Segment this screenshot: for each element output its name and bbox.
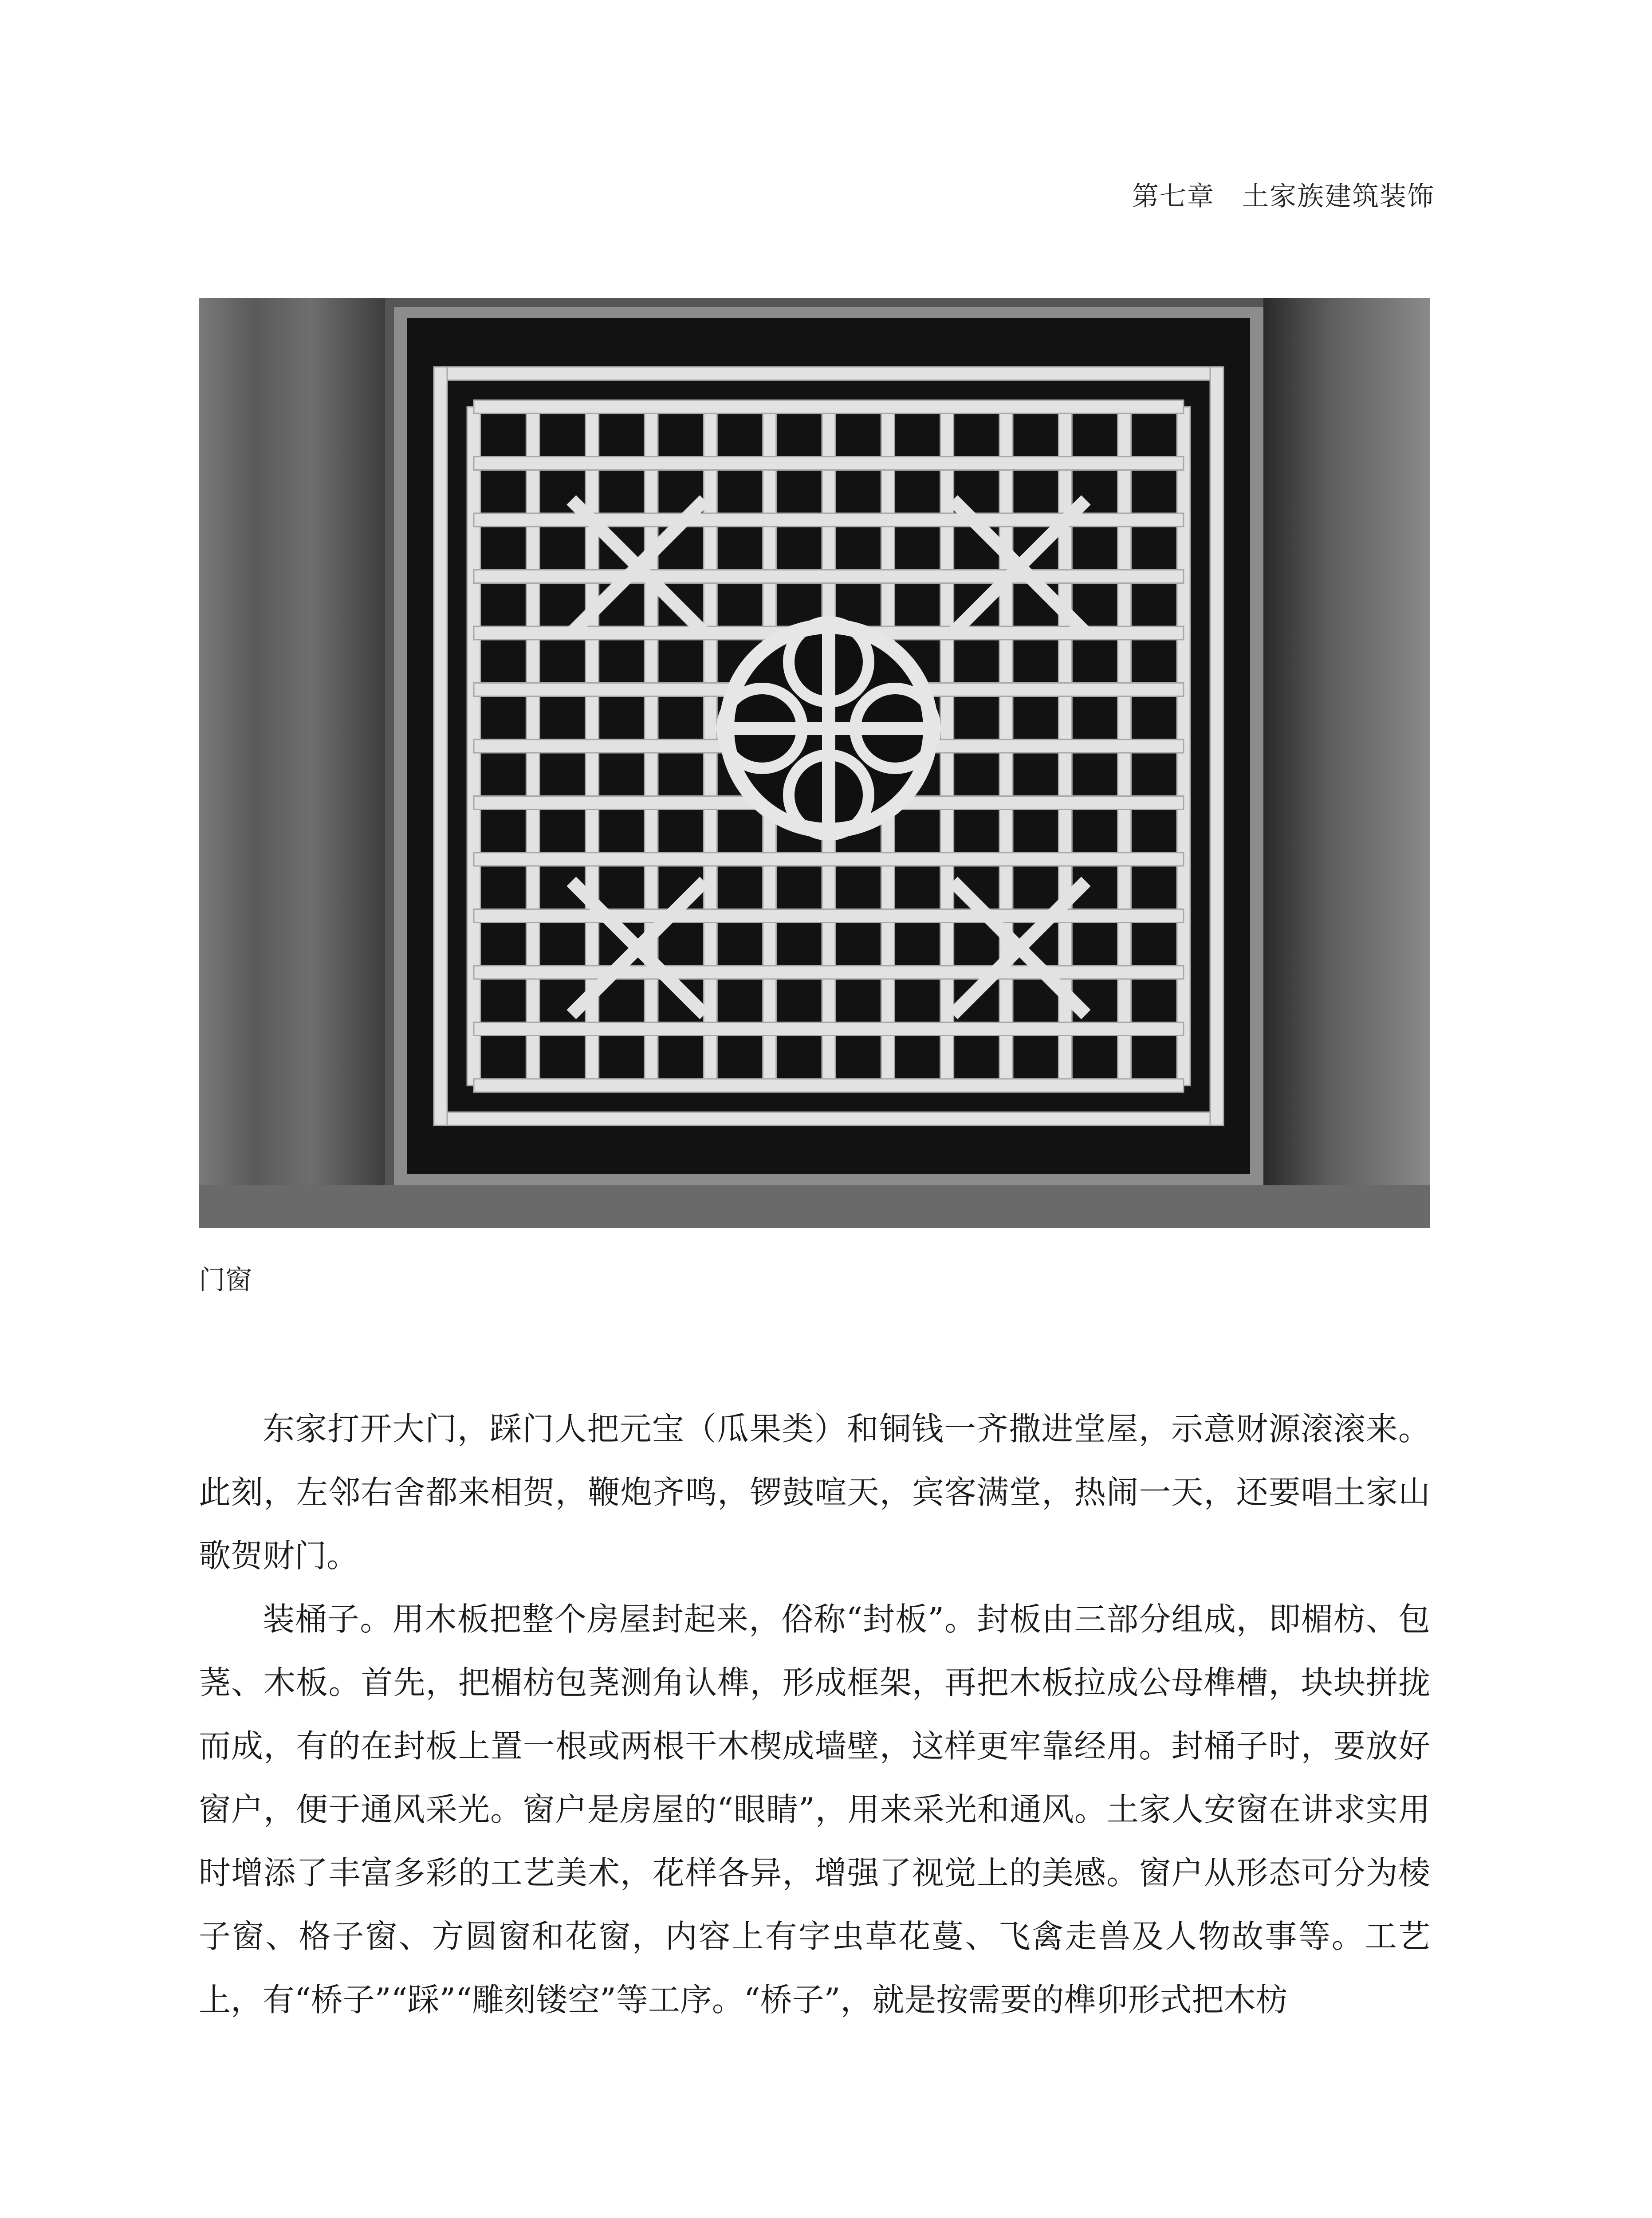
body-text [199,1397,1430,2032]
figure-caption: 门窗 [199,1265,252,1296]
running-head: 第七章 土家族建筑装饰 [1132,181,1435,212]
lattice-window-photo [199,298,1430,1228]
paragraph: 东家打开大门，踩门人把元宝（瓜果类）和铜钱一齐撒进堂屋，示意财源滚滚来。此刻，左邻右舍都来相贺，鞭炮齐鸣，锣鼓喧天，宾客满堂，热闹一天，还要唱土家山歌贺财门。 [199,1410,1430,1574]
paragraph: 装桶子。用木板把整个房屋封起来，俗称“封板”。封板由三部分组成，即楣枋、包荛、木板。首先，把楣枋包荛测角认榫，形成框架，再把木板拉成公母榫槽，块块拼拢而成，有的在封板上置一根或两根干木楔成墙壁，这样更牢靠经用。封桶子时，要放好窗户，便于通风采光。窗户是房屋的“眼睛”，用来采光和通风。土家人安窗在讲求实用时增添了丰富多彩的工艺美术，花样各异，增强了视觉上的美感。窗户从形态可分为棱子窗、格子窗、方圆窗和花窗，内容上有字虫草花蔓、飞禽走兽及人物故事等。工艺上，有“桥子”“踩”“雕刻镂空”等工序。“桥子”，就是按需要的榫卯形式把木枋 [199,1601,1430,2018]
lattice-window-image [199,298,1430,1228]
